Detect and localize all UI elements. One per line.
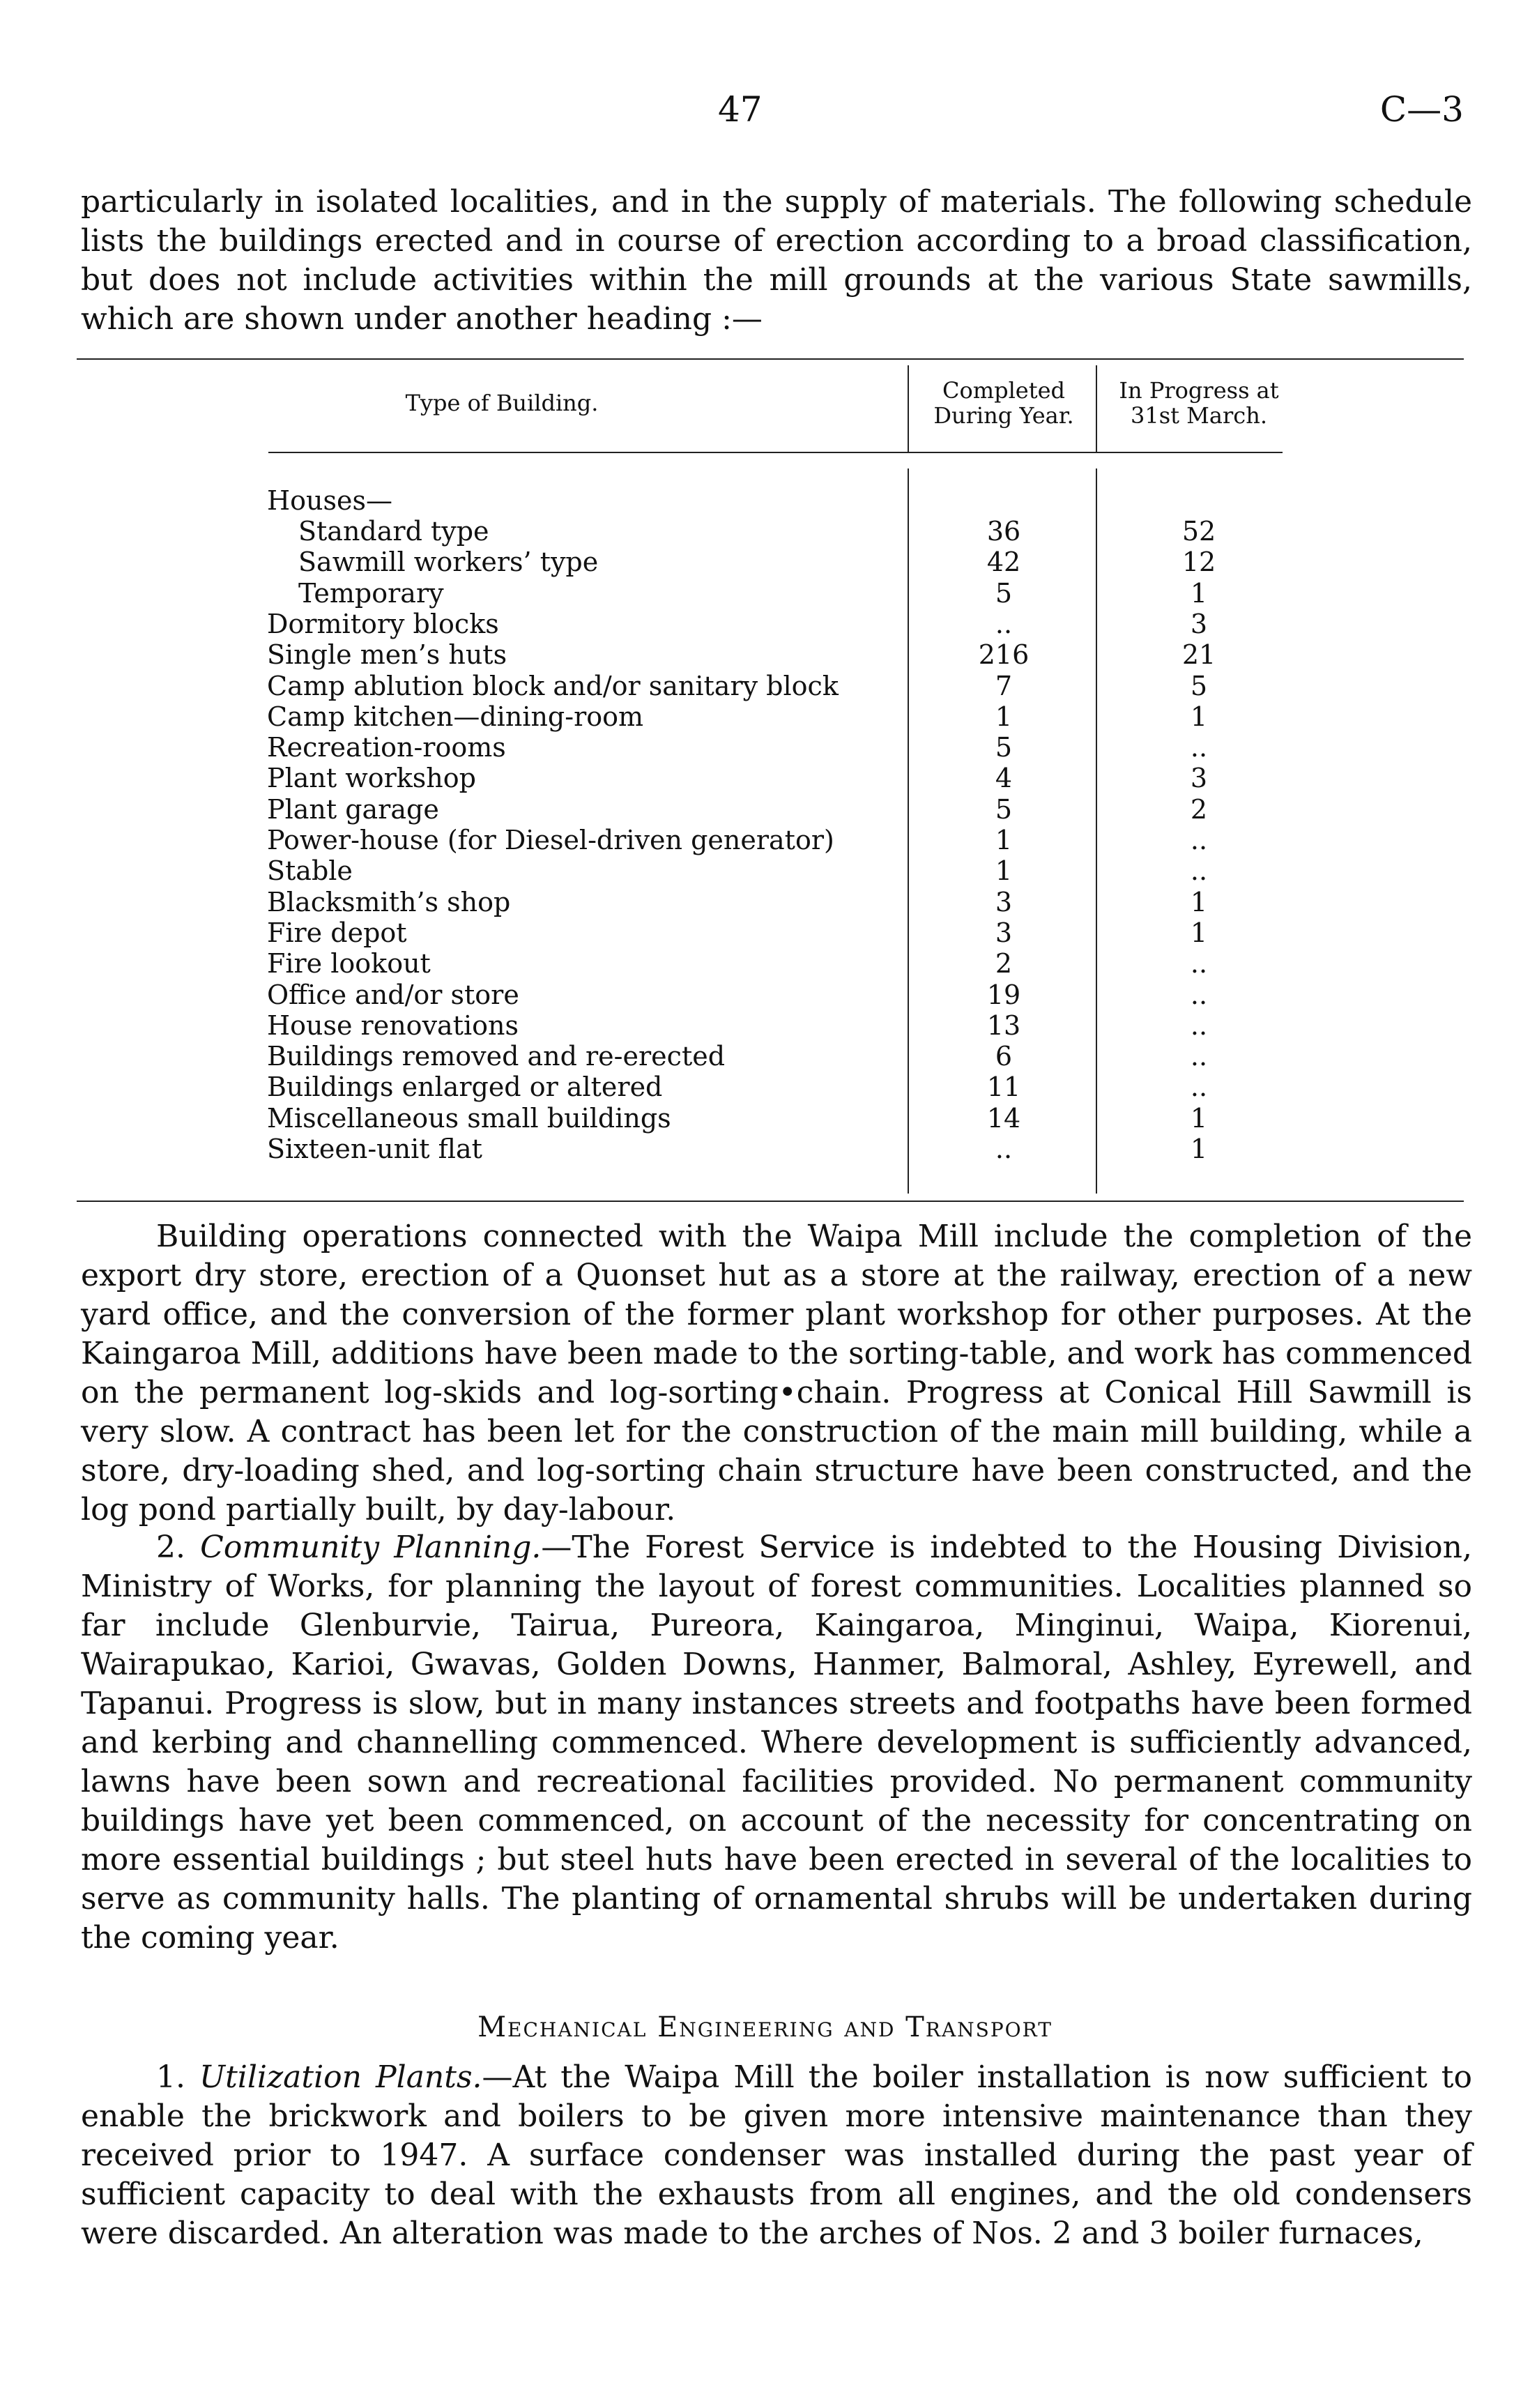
- in-progress-value: 1: [1190, 578, 1208, 609]
- row-label: Office and/or store: [267, 980, 519, 1010]
- community-planning-paragraph: 2. Community Planning.—The Forest Service is indebted to the Housing Division, Ministry of Works, for planning the layout of forest communities. Localities planned so far include Glenburvie, Tairua, Pureora, Kaingaroa, Minginui, Waipa, Kiorenui, Wairapukao, Karioi, Gwavas, Golden Downs, Hanmer, Balmoral, Ashley, Eyrewell, and Tapanui. Progress is slow, but in many instances streets and footpaths have been formed and kerbing and channelling commenced. Where development is sufficiently advanced, lawns have been sown and recreational facilities provided. No permanent community buildings have yet been commenced, on account of the necessity for concentrating on more essential buildings ; but steel huts have been erected in several of the localities to serve as community halls. The planting of ornamental shrubs will be undertaken during the coming year.: [81, 1530, 1472, 1956]
- completed-value: 36: [986, 516, 1021, 547]
- table-header-rule: [268, 452, 1283, 453]
- table-row: [0, 516, 1530, 547]
- section-heading: Mechanical Engineering and Transport: [477, 2011, 1053, 2043]
- table-row: [0, 887, 1530, 917]
- utilization-plants-paragraph: 1. Utilization Plants.—At the Waipa Mill the boiler installation is now sufficient to enable the brickwork and boilers to be given more intensive maintenance than they received prior to 1947. A surface condenser was installed during the past year of sufficient capacity to deal with the exhausts from all engines, and the old condensers were discarded. An alteration was made to the arches of Nos. 2 and 3 boiler furnaces,: [81, 2059, 1472, 2251]
- table-row: [0, 948, 1530, 979]
- completed-value: 3: [995, 917, 1013, 948]
- completed-value: 4: [995, 763, 1013, 793]
- in-progress-value: 1: [1190, 917, 1208, 948]
- completed-value: 5: [995, 732, 1013, 763]
- in-progress-value: 21: [1181, 639, 1216, 670]
- row-label: Sixteen-unit flat: [267, 1134, 482, 1164]
- in-progress-value: ..: [1190, 980, 1208, 1010]
- header-divider-1: [908, 365, 909, 452]
- in-progress-value: 1: [1190, 1134, 1208, 1164]
- in-progress-value: ..: [1190, 732, 1208, 763]
- row-label: Temporary: [298, 578, 444, 609]
- completed-value: 1: [995, 855, 1013, 886]
- in-progress-value: 12: [1181, 547, 1216, 577]
- completed-value: 13: [986, 1010, 1021, 1041]
- completed-value: 11: [986, 1072, 1021, 1102]
- completed-value: ..: [995, 1134, 1013, 1164]
- page-header: [0, 89, 1530, 138]
- completed-value: 42: [986, 547, 1021, 577]
- completed-value: 19: [986, 980, 1021, 1010]
- table-row: [0, 547, 1530, 577]
- row-label: Camp kitchen—dining-room: [267, 701, 644, 732]
- table-row: [0, 701, 1530, 732]
- completed-value: 5: [995, 794, 1013, 825]
- community-planning-title: Community Planning.: [200, 1530, 542, 1565]
- row-label: Dormitory blocks: [267, 609, 499, 639]
- completed-value: 2: [995, 948, 1013, 979]
- in-progress-value: 52: [1181, 516, 1216, 547]
- row-label: House renovations: [267, 1010, 519, 1041]
- in-progress-value: ..: [1190, 948, 1208, 979]
- in-progress-value: 5: [1190, 671, 1208, 701]
- table-row: [0, 639, 1530, 670]
- row-label: Buildings removed and re-erected: [267, 1041, 726, 1072]
- table-row: [0, 855, 1530, 886]
- table-row: [0, 1010, 1530, 1041]
- column-header-completed: Completed During Year.: [933, 377, 1074, 429]
- page-number: 47: [718, 89, 763, 130]
- row-label: Plant garage: [267, 794, 439, 825]
- table-row: [0, 1072, 1530, 1102]
- table-row: [0, 794, 1530, 825]
- in-progress-value: ..: [1190, 1072, 1208, 1102]
- in-progress-value: 2: [1190, 794, 1208, 825]
- completed-value: 1: [995, 701, 1013, 732]
- table-row: [0, 917, 1530, 948]
- completed-value: 3: [995, 887, 1013, 917]
- table-row: [0, 732, 1530, 763]
- utilization-plants-title: Utilization Plants.: [199, 2059, 482, 2095]
- building-operations-paragraph: Building operations connected with the Waipa Mill include the completion of the export dry store, erection of a Quonset hut as a store at the railway, erection of a new yard office, and the conversion of the former plant workshop for other purposes. At the Kaingaroa Mill, additions have been made to the sorting-table, and work has commenced on the permanent log-skids and log-sorting•chain. Progress at Conical Hill Sawmill is very slow. A contract has been let for the construction of the main mill building, while a store, dry-loading shed, and log-sorting chain structure have been constructed, and the log pond partially built, by day-labour.: [81, 1219, 1472, 1527]
- in-progress-value: ..: [1190, 825, 1208, 855]
- row-label: Standard type: [298, 516, 489, 547]
- table-row: [0, 1103, 1530, 1134]
- in-progress-value: 1: [1190, 887, 1208, 917]
- in-progress-value: 1: [1190, 701, 1208, 732]
- table-row: [0, 609, 1530, 639]
- completed-value: 7: [995, 671, 1013, 701]
- row-label: Camp ablution block and/or sanitary block: [267, 671, 839, 701]
- completed-value: 6: [995, 1041, 1013, 1072]
- table-row: [0, 1134, 1530, 1164]
- table-group-label: Houses—: [267, 485, 392, 516]
- row-label: Power-house (for Diesel-driven generator): [267, 825, 834, 855]
- row-label: Miscellaneous small buildings: [267, 1103, 671, 1134]
- row-label: Fire depot: [267, 917, 407, 948]
- table-top-rule: [77, 358, 1464, 360]
- row-label: Buildings enlarged or altered: [267, 1072, 663, 1102]
- table-bottom-rule: [77, 1201, 1464, 1202]
- in-progress-value: ..: [1190, 855, 1208, 886]
- table-row: [0, 763, 1530, 793]
- row-label: Recreation-rooms: [267, 732, 506, 763]
- table-row: [0, 1041, 1530, 1072]
- row-label: Plant workshop: [267, 763, 476, 793]
- column-header-type: Type of Building.: [405, 390, 599, 416]
- document-code: C—3: [1379, 89, 1464, 130]
- table-row: [0, 578, 1530, 609]
- table-row: [0, 671, 1530, 701]
- in-progress-value: ..: [1190, 1041, 1208, 1072]
- completed-value: 1: [995, 825, 1013, 855]
- table-row: [0, 825, 1530, 855]
- header-divider-2: [1096, 365, 1097, 452]
- row-label: Blacksmith’s shop: [267, 887, 511, 917]
- row-label: Stable: [267, 855, 353, 886]
- in-progress-value: 1: [1190, 1103, 1208, 1134]
- completed-value: 216: [978, 639, 1030, 670]
- row-label: Sawmill workers’ type: [298, 547, 599, 577]
- intro-paragraph: particularly in isolated localities, and in the supply of materials. The following schedule lists the buildings erected and in course of erection according to a broad classification, but does not include activities within the mill grounds at the various State sawmills, which are shown under another heading :—: [81, 184, 1472, 337]
- row-label: Single men’s huts: [267, 639, 507, 670]
- row-label: Fire lookout: [267, 948, 431, 979]
- completed-value: 14: [986, 1103, 1021, 1134]
- in-progress-value: ..: [1190, 1010, 1208, 1041]
- completed-value: 5: [995, 578, 1013, 609]
- table-row: [0, 980, 1530, 1010]
- in-progress-value: 3: [1190, 609, 1208, 639]
- completed-value: ..: [995, 609, 1013, 639]
- column-header-in-progress: In Progress at 31st March.: [1119, 377, 1279, 429]
- in-progress-value: 3: [1190, 763, 1208, 793]
